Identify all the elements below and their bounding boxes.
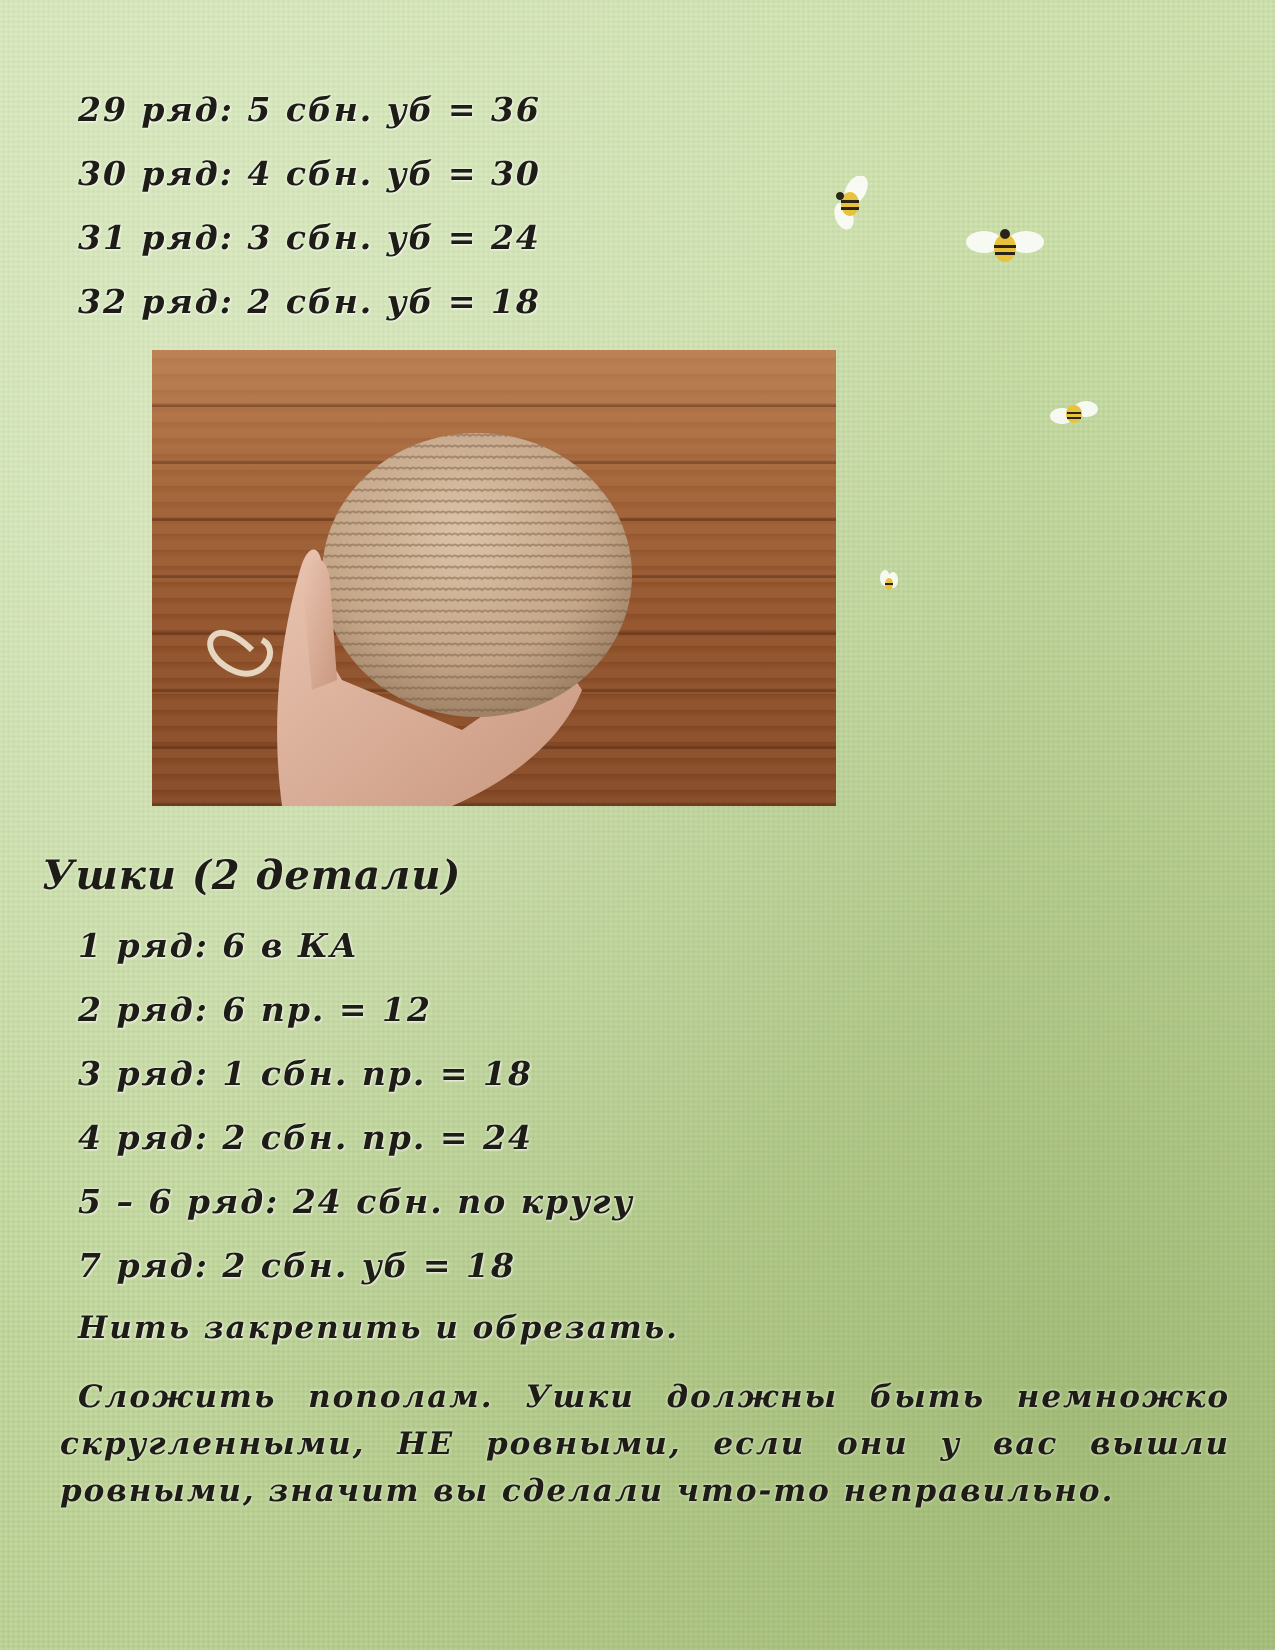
ears-row-1: 1 ряд: 6 в КА: [78, 926, 359, 965]
row-29: 29 ряд: 5 сбн. уб = 36: [78, 90, 541, 129]
crochet-ball-photo: [152, 350, 836, 806]
ears-heading: Ушки (2 детали): [42, 852, 462, 899]
bee-icon: [964, 218, 1044, 270]
row-31: 31 ряд: 3 сбн. уб = 24: [78, 218, 541, 257]
bee-icon: [878, 568, 900, 598]
bee-icon: [826, 176, 876, 236]
ears-row-7: 7 ряд: 2 сбн. уб = 18: [78, 1246, 516, 1285]
ears-row-4: 4 ряд: 2 сбн. пр. = 24: [78, 1118, 533, 1157]
row-30: 30 ряд: 4 сбн. уб = 30: [78, 154, 541, 193]
ears-row-5-6: 5 – 6 ряд: 24 сбн. по кругу: [78, 1182, 635, 1221]
ears-row-3: 3 ряд: 1 сбн. пр. = 18: [78, 1054, 533, 1093]
ears-instructions: Сложить пополам. Ушки должны быть немножко скругленными, НЕ ровными, если они у вас вышли ровными, значит вы сделали что-то неправильно.: [60, 1379, 1230, 1509]
bee-icon: [1048, 396, 1100, 430]
row-32: 32 ряд: 2 сбн. уб = 18: [78, 282, 541, 321]
ears-row-2: 2 ряд: 6 пр. = 12: [78, 990, 432, 1029]
finish-instruction: Нить закрепить и обрезать.: [78, 1310, 679, 1346]
